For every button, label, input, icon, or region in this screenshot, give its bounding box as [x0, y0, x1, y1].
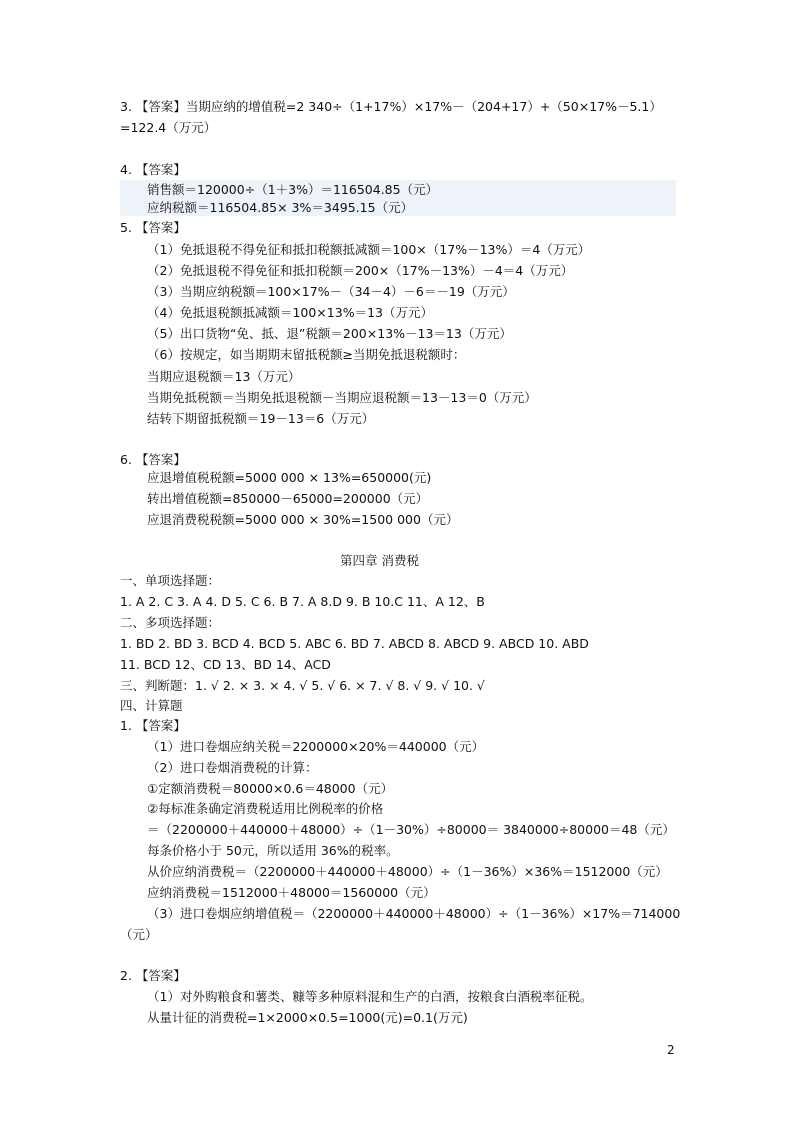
text-line: 销售额＝120000÷（1＋3%）＝116504.85（元）	[147, 182, 439, 197]
text-line: 2. 【答案】	[120, 968, 186, 983]
text-line: 二、多项选择题：	[120, 615, 221, 630]
text-line: 3. 【答案】当期应纳的增值税=2 340÷（1+17%）×17%－（204+17）+（50×17%－5.1）	[120, 99, 662, 114]
text-line: 4. 【答案】	[120, 162, 186, 177]
text-line: 当期应退税额＝13（万元）	[147, 369, 301, 384]
text-line: （6）按规定，如当期期末留抵税额≥当期免抵退税额时：	[147, 347, 466, 362]
text-line: 当期免抵税额＝当期免抵退税额－当期应退税额＝13－13＝0（万元）	[147, 390, 537, 405]
text-line: 应退消费税税额=5000 000 × 30%=1500 000（元）	[147, 512, 459, 527]
text-line: =122.4（万元）	[120, 120, 217, 135]
text-line: ＝（2200000＋440000＋48000）÷（1－30%）÷80000＝ 3840000÷80000＝48（元）	[147, 822, 675, 837]
text-line: 从量计征的消费税=1×2000×0.5=1000(元)=0.1(万元)	[147, 1010, 468, 1025]
page-number: 2	[667, 1043, 675, 1057]
text-line: 三、判断题：1. √ 2. × 3. × 4. √ 5. √ 6. × 7. √ 8. √ 9. √ 10. √	[120, 678, 485, 693]
text-line: ②每标准条确定消费税适用比例税率的价格	[147, 801, 384, 816]
text-line: 每条价格小于 50元，所以适用 36%的税率。	[147, 843, 399, 858]
text-line: 应纳消费税＝1512000＋48000＝1560000（元）	[147, 885, 436, 900]
text-line: 第四章 消费税	[340, 553, 419, 568]
text-line: 四、计算题	[120, 698, 183, 713]
text-line: （1）进口卷烟应纳关税＝2200000×20%＝440000（元）	[147, 739, 485, 754]
text-line: （1）对外购粮食和薯类、糠等多种原料混和生产的白酒，按粮食白酒税率征税。	[147, 989, 593, 1004]
text-line: 6. 【答案】	[120, 452, 186, 467]
text-line: 1. A 2. C 3. A 4. D 5. C 6. B 7. A 8.D 9. B 10.C 11、A 12、B	[120, 594, 485, 609]
text-line: 应纳税额＝116504.85× 3%＝3495.15（元）	[147, 200, 414, 215]
text-line: 从价应纳消费税＝（2200000＋440000＋48000）÷（1－36%）×36%＝1512000（元）	[147, 864, 668, 879]
text-line: 11. BCD 12、CD 13、BD 14、ACD	[120, 657, 331, 672]
text-line: 应退增值税税额=5000 000 × 13%=650000(元)	[147, 470, 432, 485]
text-line: 1. 【答案】	[120, 718, 186, 733]
text-line: （3）进口卷烟应纳增值税＝（2200000＋440000＋48000）÷（1－36%）×17%＝714000	[147, 906, 681, 921]
text-line: （1）免抵退税不得免征和抵扣税额抵减额＝100×（17%－13%）＝4（万元）	[147, 242, 591, 257]
text-line: （2）进口卷烟消费税的计算：	[147, 760, 318, 775]
text-line: 1. BD 2. BD 3. BCD 4. BCD 5. ABC 6. BD 7. ABCD 8. ABCD 9. ABCD 10. ABD	[120, 636, 589, 651]
text-line: 5. 【答案】	[120, 220, 186, 235]
text-line: （4）免抵退税额抵减额＝100×13%＝13（万元）	[147, 305, 433, 320]
text-line: （元）	[120, 927, 158, 942]
text-line: （3）当期应纳税额＝100×17%－（34－4）－6＝－19（万元）	[147, 284, 515, 299]
text-line: 一、单项选择题：	[120, 573, 221, 588]
text-line: 转出增值税额=850000－65000=200000（元）	[147, 491, 429, 506]
text-line: ①定额消费税＝80000×0.6＝48000（元）	[147, 781, 394, 796]
text-line: 结转下期留抵税额＝19－13＝6（万元）	[147, 411, 375, 426]
text-line: （5）出口货物“免、抵、退”税额＝200×13%－13＝13（万元）	[147, 326, 512, 341]
text-line: （2）免抵退税不得免征和抵扣税额＝200×（17%－13%）－4＝4（万元）	[147, 263, 574, 278]
